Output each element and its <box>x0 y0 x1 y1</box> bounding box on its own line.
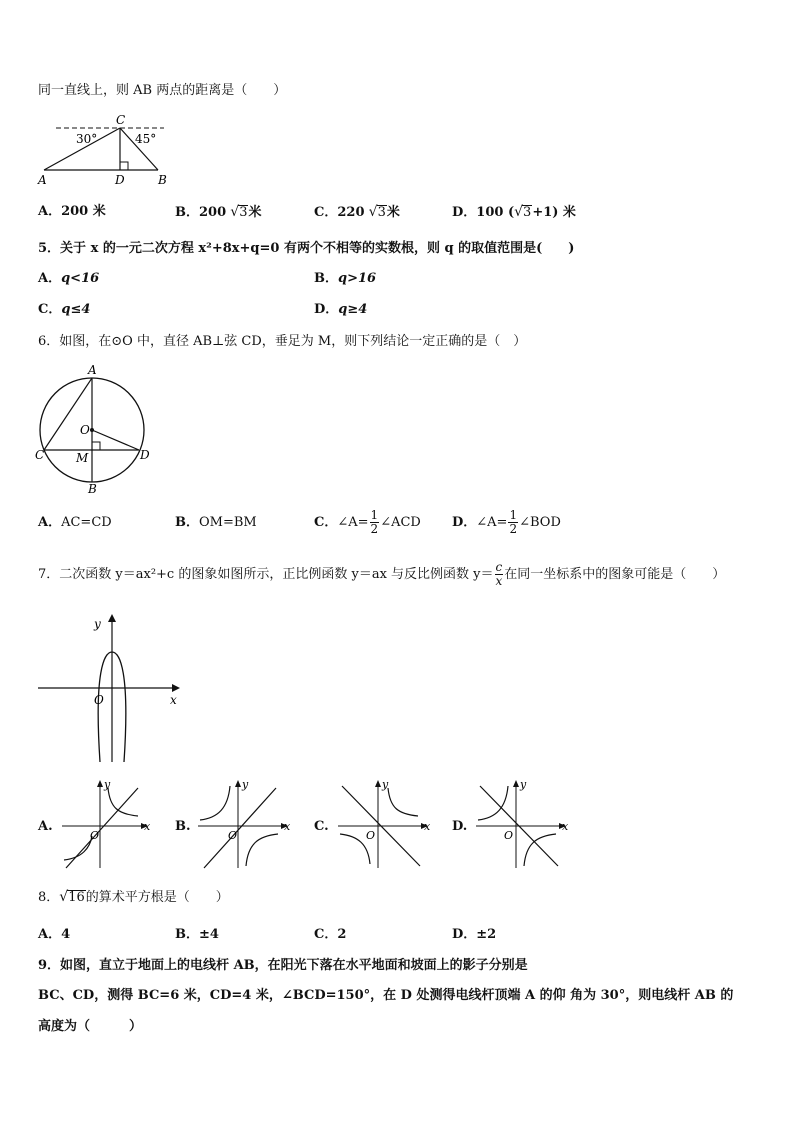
q5-option-b[interactable]: B．q>16 <box>314 271 377 286</box>
svg-text:O: O <box>80 423 90 437</box>
q5-stem: 5．关于 x 的一元二次方程 x²+8x+q=0 有两个不相等的实数根，则 q 的取值范围是( ) <box>38 241 575 256</box>
q9-stem-line2: BC、CD，测得 BC=6 米，CD=4 米，∠BCD=150°，在 D 处测得电线杆顶端 A 的仰 角为 30°，则电线杆 AB 的 <box>38 988 734 1003</box>
q4-angle-30-label: 30° <box>76 132 98 146</box>
svg-text:D: D <box>115 173 125 187</box>
q5-option-d[interactable]: D．q≥4 <box>314 302 368 317</box>
q8-stem: 8．√16的算术平方根是（ ） <box>38 889 229 905</box>
q7-option-a-graph[interactable] <box>60 778 155 870</box>
q8-option-d[interactable]: D．±2 <box>452 927 497 942</box>
q4-stem: 同一直线上，则 AB 两点的距离是（ ） <box>38 83 287 98</box>
svg-text:O: O <box>228 829 238 842</box>
q4-option-d[interactable]: D．100 (√3+1) 米 <box>452 204 576 220</box>
q6-circle-figure <box>34 362 164 497</box>
q4-option-b[interactable]: B．200 √3米 <box>175 204 262 220</box>
svg-text:y: y <box>242 778 249 791</box>
svg-text:O: O <box>366 829 376 842</box>
svg-text:C: C <box>116 113 126 127</box>
svg-text:A: A <box>88 363 97 377</box>
q5-option-a[interactable]: A．q<16 <box>38 271 100 286</box>
svg-text:x: x <box>170 693 177 707</box>
q7-stem: 7．二次函数 y＝ax²+c 的图象如图所示，正比例函数 y＝ax 与反比例函数 y＝ $\frac{c}{x}$ 在同一坐标系中的图象可能是（ ） <box>38 560 726 588</box>
svg-text:x: x <box>144 820 151 833</box>
svg-text:O: O <box>90 829 100 842</box>
q8-option-b[interactable]: B．±4 <box>175 927 219 942</box>
svg-text:C: C <box>35 448 45 462</box>
svg-text:B: B <box>158 173 167 187</box>
q4-angle-45-label: 45° <box>135 132 157 146</box>
svg-text:O: O <box>94 693 104 707</box>
q4-option-a[interactable]: A．200 米 <box>38 204 106 219</box>
q9-stem-line3: 高度为（ ） <box>38 1019 143 1034</box>
q7-option-c-label[interactable]: C. <box>314 819 329 834</box>
q8-option-a[interactable]: A．4 <box>38 927 71 942</box>
svg-text:B: B <box>88 482 97 496</box>
svg-text:D: D <box>140 448 150 462</box>
q9-stem-line1: 9．如图，直立于地面上的电线杆 AB，在阳光下落在水平地面和坡面上的影子分别是 <box>38 958 528 973</box>
q6-stem: 6．如图，在⊙O 中，直径 AB⊥弦 CD，垂足为 M，则下列结论一定正确的是（ ） <box>38 334 527 349</box>
q4-option-c[interactable]: C．220 √3米 <box>314 204 400 220</box>
q7-parabola-graph <box>36 612 186 764</box>
q7-option-c-graph[interactable] <box>336 778 436 870</box>
q6-option-b[interactable]: B．OM=BM <box>175 515 257 530</box>
q7-option-d-label[interactable]: D. <box>452 819 468 834</box>
svg-text:O: O <box>504 829 514 842</box>
svg-text:A: A <box>38 173 47 187</box>
q5-option-c[interactable]: C．q≤4 <box>38 302 91 317</box>
q7-option-b-label[interactable]: B. <box>175 819 191 834</box>
svg-text:x: x <box>284 820 291 833</box>
svg-text:M: M <box>76 451 89 465</box>
q6-option-d[interactable]: D．∠A= $\frac{1}{2}$ ∠BOD <box>452 508 561 536</box>
svg-text:y: y <box>104 778 111 791</box>
svg-text:y: y <box>382 778 389 791</box>
q7-option-a-label[interactable]: A. <box>38 819 53 834</box>
svg-text:x: x <box>562 820 569 833</box>
q6-option-a[interactable]: A．AC=CD <box>38 515 112 530</box>
q7-option-d-graph[interactable] <box>474 778 574 870</box>
q8-option-c[interactable]: C．2 <box>314 927 347 942</box>
q7-option-b-graph[interactable] <box>196 778 296 870</box>
q6-option-c[interactable]: C．∠A= $\frac{1}{2}$ ∠ACD <box>314 508 421 536</box>
q4-triangle-figure <box>36 112 176 188</box>
svg-text:y: y <box>520 778 527 791</box>
svg-text:x: x <box>424 820 431 833</box>
svg-text:y: y <box>94 617 101 631</box>
